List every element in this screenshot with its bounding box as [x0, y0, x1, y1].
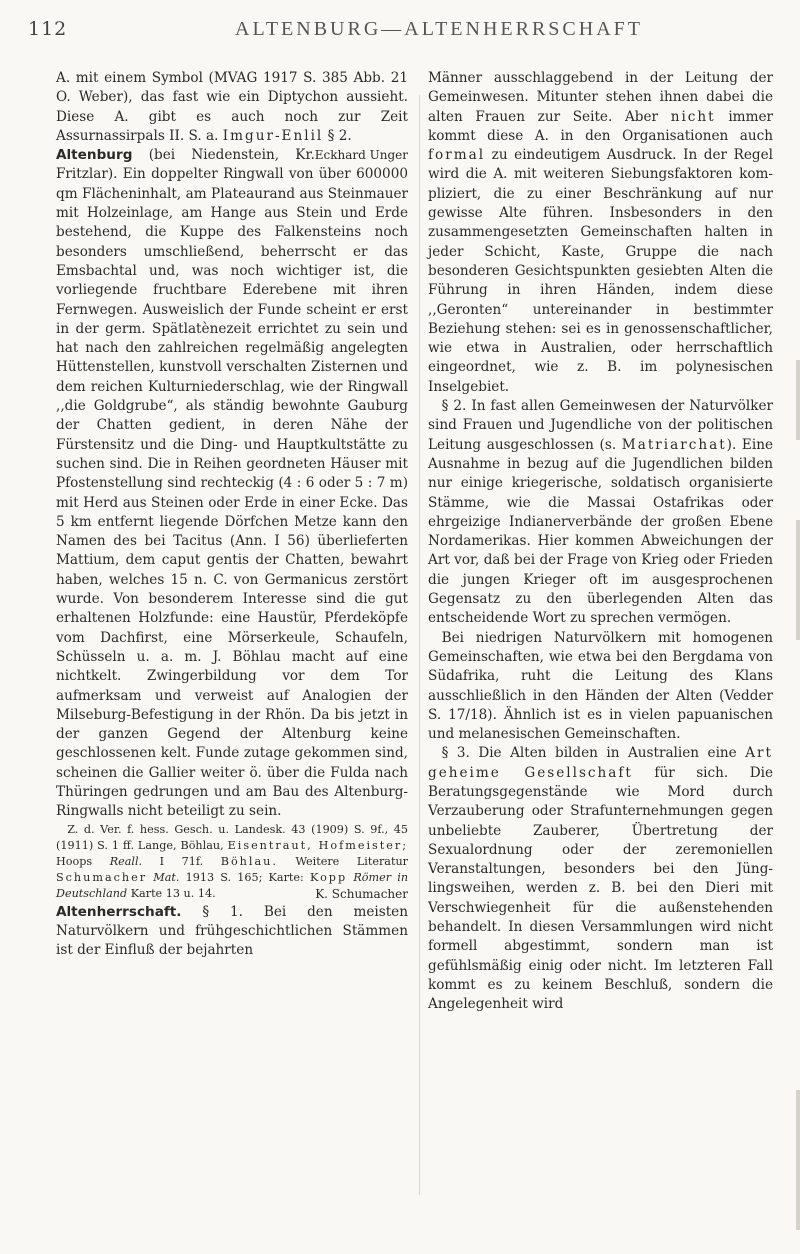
- page-edge-mark: [796, 1090, 800, 1230]
- page-edge-mark: [796, 360, 800, 440]
- running-title: ALTENBURG—ALTENHERRSCHAFT: [235, 18, 643, 40]
- entry-heading: Altenburg: [56, 147, 133, 164]
- left-column: [56, 69, 408, 960]
- page-header: [0, 14, 800, 54]
- literature-note: Z. d. Ver. f. hess. Gesch. u. Landesk. 43 (1909) S. 9f., 45 (1911) S. 1 ff. Lange, Böhlau, Eisentraut, Hofmeister; Hoops Reall. I 71f. Böhlau. Weitere Literatur Schumacher Mat. 1913 S. 165; Karte: Kopp Römer in Deutschland Karte 13 u. 14. K. Schumacher: [56, 822, 409, 902]
- entry-continuation-paragraph: A. mit einem Symbol (MVAG 1917 S. 385 Abb. 21 O. Weber), das fast wie ein Diptychon aussieht. Diese A. gibt es auch noch zur Zeit Assurnassirpals II. S. a. Imgur-Enlil § 2. Eckhard Unger: [56, 69, 408, 146]
- entry-altenherrschaft: Altenherrschaft. § 1. Bei den meisten Naturvölkern und frühgeschichtlichen Stämmen ist der Einfluß der bejahrten: [56, 903, 408, 959]
- page-edge-mark: [796, 520, 800, 640]
- right-column: [428, 69, 773, 1015]
- entry-author: K. Schumacher: [315, 887, 408, 902]
- entry-heading: Altenherrschaft.: [56, 903, 182, 920]
- entry-altenburg: Altenburg (bei Niedenstein, Kr. Fritzlar). Ein doppelter Ringwall von über 600000 qm Flächeninhalt, am Plateaurand aus Steinmauer mit Holzeinlage, am Hange aus Stein und Erde bestehend, die Kuppe des Falkensteins noch besonders umschließend, beherrscht er das Emsbachtal und, was noch wichtiger ist, die vorliegende fruchtbare Ederebene mit ihren Fernwegen. Ausweislich der Funde scheint er erst in der germ. Spätlatènezeit errichtet zu sein und hat nach den zahlreichen regelmäßig angelegten Hüttenstellen, kunstvoll verschalten Zisternen und dem reichen Kulturniederschlag, wie der Ringwall ,,die Goldgrube“, als ständig bewohnte Gauburg der Chatten gedient, in deren Nähe der Fürstensitz und die Ding- und Hauptkultstätte zu suchen sind. Die in Reihen geordneten Häuser mit Pfostenstellung sind rechteckig (4 : 6 oder 5 : 7 m) mit Herd aus Steinen oder Erde in einer Ecke. Das 5 km entfernt liegende Dörfchen Metze kann den Namen des bei Tacitus (Ann. I 56) überlieferten Mattium, dem caput gentis der Chatten, bewahrt haben, welches 15 n. C. von Germanicus zerstört wurde. Von besonderem Interesse sind die gut erhaltenen Holzfunde: eine Haustür, Pferdeköpfe vom Dachfirst, eine Mörserkeule, Schaufeln, Schüsseln u. a. m. J. Böhlau macht auf eine nichtkelt. Zwingerbildung vor dem Tor aufmerksam und verweist auf Analogien der Milseburg-Befestigung in der Rhön. Da bis jetzt in der ganzen Gegend der Altenburg keine geschlossenen kelt. Funde zutage gekommen sind, scheinen die Gallier weiter ö. über die Fulda nach Thüringen gedrungen und am Bau des Altenburg-Ringwalls nicht beteiligt zu sein.: [56, 147, 408, 820]
- body-paragraph: § 3. Die Alten bilden in Australien eine Art geheime Gesellschaft für sich. Die Beratungsgegenstände wie Mord durch Verzauberung oder Strafunternehmungen gegen unbeliebte Zauberer, Übertretung der Sexualordnung oder der zeremoniellen Veranstaltungen, besonders bei den Jünglingsweihen, werden z. B. bei den Dieri mit Verschwiegenheit für die außenstehenden behandelt. In diesen Versammlungen wird nicht formell abgestimmt, sondern man ist gefühlsmäßig einig oder nicht. Im letzteren Fall kommt es zu keinem Beschluß, sondern die Angelegenheit wird: [428, 745, 774, 1013]
- body-paragraph: Männer ausschlaggebend in der Leitung der Gemeinwesen. Mitunter stehen ihnen dabei die alten Frauen zur Seite. Aber nicht immer kommt diese A. in den Organisationen auch formal zu eindeutigem Ausdruck. In der Regel wird die A. mit weiteren Siebungsfaktoren kompliziert, die zu einer Beschränkung auf nur gewisse Alte führen. Insbesonders in den zusammengesetzten Gemeinschaften halten in jeder Schicht, Kaste, Gruppe die nach besonderen Gesichtspunkten gesiebten Alten die Führung in ihren Händen, indem diese ,,Geronten“ untereinander in bestimmter Beziehung stehen: sei es in genossenschaftlicher, wie etwa in Australien, oder herrschaftlich eingeordnet, wie z. B. im polynesischen Inselgebiet.: [428, 70, 773, 395]
- entry-author: Eckhard Unger: [314, 148, 408, 163]
- body-paragraph: Bei niedrigen Naturvölkern mit homogenen Gemeinschaften, wie etwa bei den Bergdama von Südafrika, ruht die Leitung des Klans ausschließlich in den Händen der Alten (Vedder S. 17/18). Ähnlich ist es in vielen papuanischen und melanesischen Gemeinschaften.: [428, 629, 773, 743]
- page-number: 112: [28, 18, 68, 40]
- column-divider: [419, 95, 420, 1195]
- body-paragraph: § 2. In fast allen Gemeinwesen der Naturvölker sind Frauen und Jugendliche von der politischen Leitung ausgeschlossen (s. Matriarchat). Eine Ausnahme in bezug auf die Jugendlichen bilden nur einige kriegerische, soldatisch organisierte Stämme, wie die Massai Ostafrikas oder ehrgeizige Indianerverbände der großen Ebene Nordamerikas. Hier kommen Abweichungen der Art vor, daß bei der Frage von Krieg oder Frieden die jungen Krieger oft im ausgesprochenen Gegensatz zu den überlegenden Alten das entscheidende Wort zu sprechen vermögen.: [428, 398, 773, 627]
